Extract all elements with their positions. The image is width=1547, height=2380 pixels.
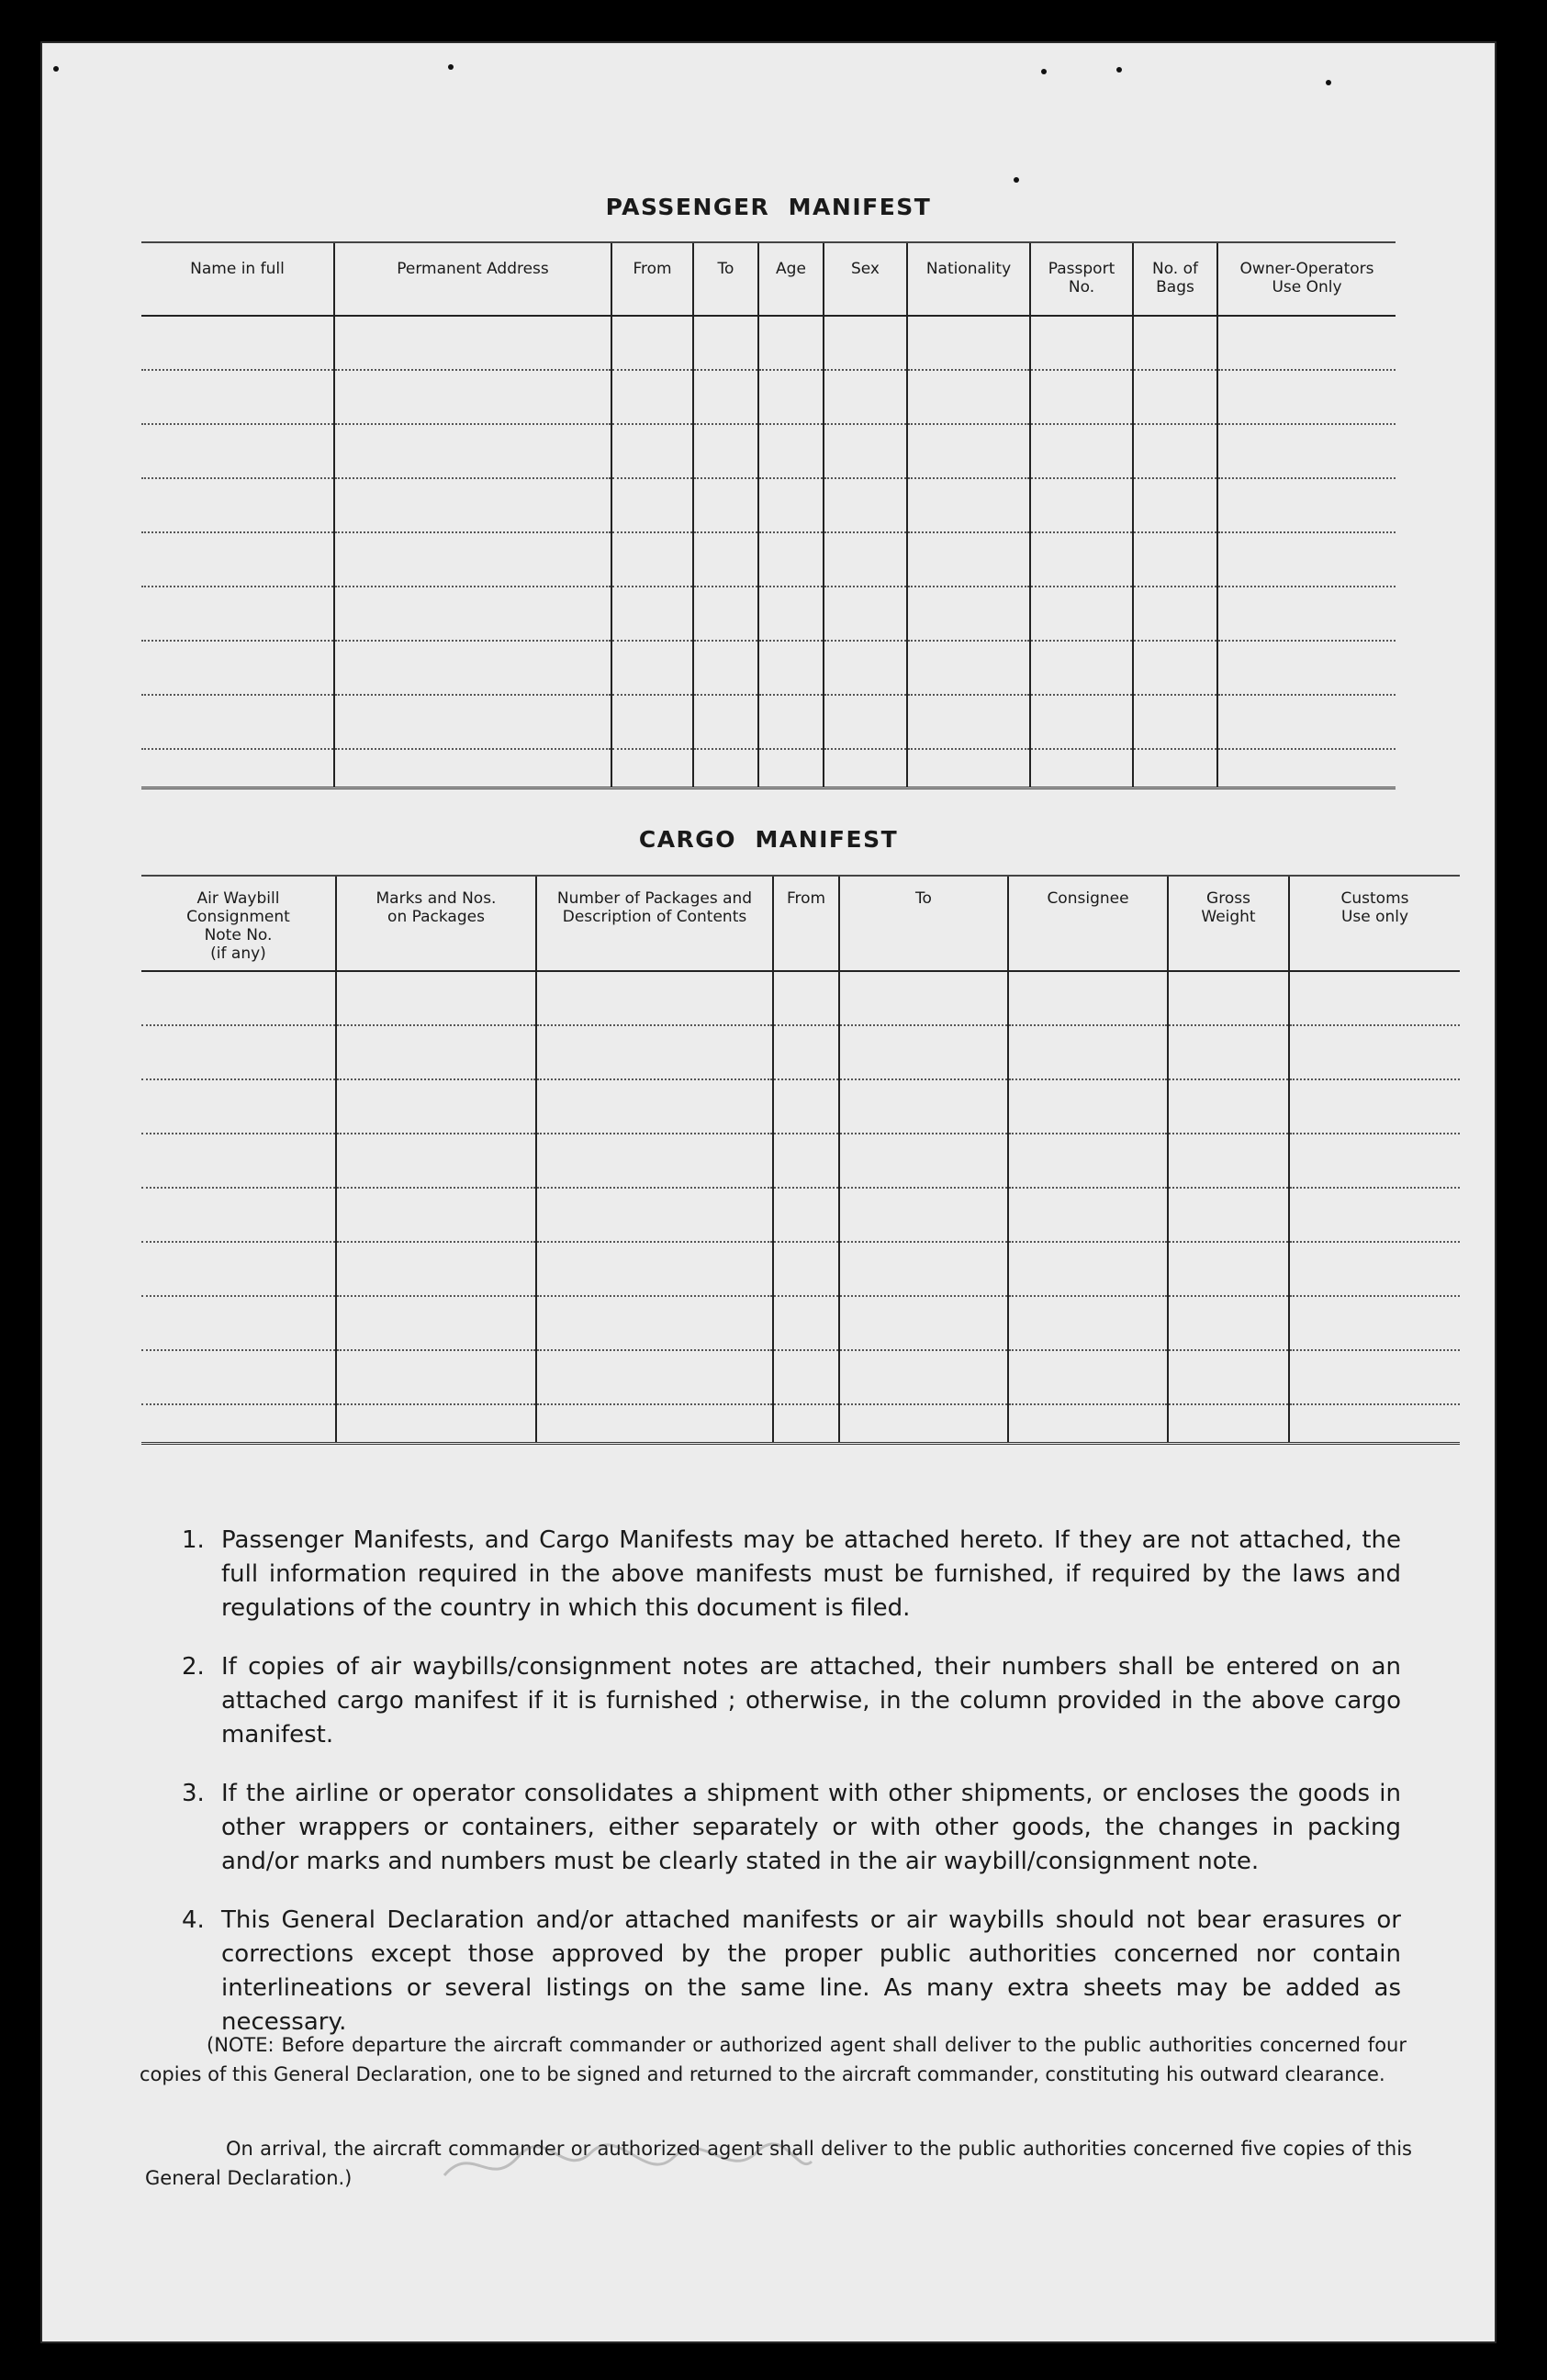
table-cell (536, 1296, 773, 1350)
table-cell (693, 424, 758, 478)
table-row (141, 695, 1396, 749)
table-cell (141, 478, 334, 532)
table-cell (907, 370, 1030, 424)
table-cell (1030, 316, 1133, 370)
instruction-text: If the airline or operator consolidates a shipment with other shipments, or encloses the goods in other wrappers or containers, either separately or with other goods, the changes in packing and/or marks and numbers must be clearly stated in the air waybill/consignment note. (221, 1780, 1401, 1875)
table-cell (141, 1404, 336, 1444)
table-cell (839, 1079, 1008, 1134)
table-cell (839, 1404, 1008, 1444)
table-cell (824, 316, 907, 370)
table-cell (336, 1350, 536, 1404)
cargo-manifest-table (141, 875, 1460, 1445)
table-cell (336, 1404, 536, 1444)
table-cell (824, 695, 907, 749)
table-cell (334, 641, 611, 695)
column-header-passport: Passport No. (1030, 242, 1133, 316)
table-cell (1289, 1188, 1460, 1242)
table-cell (1030, 424, 1133, 478)
table-cell (336, 971, 536, 1025)
table-cell (907, 478, 1030, 532)
table-cell (773, 1242, 839, 1296)
table-cell (1168, 1350, 1289, 1404)
table-cell (1133, 370, 1217, 424)
table-cell (334, 424, 611, 478)
table-cell (839, 1242, 1008, 1296)
table-cell (334, 695, 611, 749)
table-row (141, 1404, 1460, 1444)
table-cell (1008, 1134, 1168, 1188)
table-cell (536, 1350, 773, 1404)
table-cell (1008, 1242, 1168, 1296)
table-cell (1008, 1350, 1168, 1404)
table-cell (907, 749, 1030, 788)
table-cell (758, 478, 824, 532)
instruction-number: 2. (182, 1653, 205, 1681)
table-cell (141, 641, 334, 695)
table-cell (1133, 532, 1217, 587)
table-cell (773, 1188, 839, 1242)
table-cell (611, 478, 693, 532)
table-cell (1133, 587, 1217, 641)
table-cell (536, 971, 773, 1025)
table-cell (1030, 587, 1133, 641)
table-cell (907, 424, 1030, 478)
table-cell (1168, 1025, 1289, 1079)
column-header-name: Name in full (141, 242, 334, 316)
column-header-air-waybill: Air Waybill Consignment Note No. (if any) (141, 876, 336, 971)
ink-speck (53, 66, 59, 72)
table-cell (758, 370, 824, 424)
table-cell (1008, 1079, 1168, 1134)
table-cell (693, 532, 758, 587)
table-cell (758, 316, 824, 370)
table-cell (1168, 971, 1289, 1025)
table-cell (1168, 1404, 1289, 1444)
column-header-age: Age (758, 242, 824, 316)
column-header-consignee: Consignee (1008, 876, 1168, 971)
table-cell (773, 1025, 839, 1079)
table-cell (1217, 478, 1396, 532)
table-row (141, 971, 1460, 1025)
table-cell (141, 1296, 336, 1350)
table-cell (693, 695, 758, 749)
table-cell (1217, 749, 1396, 788)
ink-speck (448, 64, 454, 70)
table-row (141, 1079, 1460, 1134)
table-cell (1217, 424, 1396, 478)
ink-speck (1116, 67, 1122, 73)
table-cell (334, 587, 611, 641)
table-cell (611, 532, 693, 587)
table-row (141, 641, 1396, 695)
table-cell (141, 1242, 336, 1296)
table-cell (1133, 316, 1217, 370)
table-cell (773, 1134, 839, 1188)
table-cell (611, 587, 693, 641)
passenger-manifest-title: PASSENGER MANIFEST (605, 194, 932, 220)
table-row (141, 316, 1396, 370)
table-row (141, 749, 1396, 788)
table-cell (839, 1296, 1008, 1350)
instructions-list (134, 1524, 1401, 2064)
table-cell (1008, 971, 1168, 1025)
cargo-table-body (141, 971, 1460, 1444)
cargo-header-row (141, 876, 1460, 971)
table-cell (141, 695, 334, 749)
table-cell (693, 478, 758, 532)
table-cell (336, 1079, 536, 1134)
table-cell (758, 641, 824, 695)
table-cell (1133, 641, 1217, 695)
instruction-item (134, 1650, 1401, 1752)
table-cell (824, 749, 907, 788)
cargo-manifest-title: CARGO MANIFEST (638, 826, 899, 853)
passenger-table-body (141, 316, 1396, 788)
table-cell (1008, 1188, 1168, 1242)
table-cell (1289, 971, 1460, 1025)
table-cell (773, 1350, 839, 1404)
table-cell (141, 971, 336, 1025)
table-cell (334, 316, 611, 370)
table-cell (536, 1025, 773, 1079)
table-cell (773, 1296, 839, 1350)
table-cell (336, 1025, 536, 1079)
table-row (141, 1242, 1460, 1296)
table-cell (334, 370, 611, 424)
table-cell (824, 370, 907, 424)
table-cell (1289, 1296, 1460, 1350)
table-cell (141, 1025, 336, 1079)
table-cell (1030, 370, 1133, 424)
ink-speck (1041, 69, 1047, 74)
table-cell (1217, 641, 1396, 695)
table-cell (773, 1404, 839, 1444)
table-cell (824, 424, 907, 478)
table-cell (839, 1188, 1008, 1242)
table-cell (693, 587, 758, 641)
table-cell (758, 749, 824, 788)
column-header-address: Permanent Address (334, 242, 611, 316)
table-cell (336, 1188, 536, 1242)
table-cell (1133, 695, 1217, 749)
table-cell (1289, 1242, 1460, 1296)
table-cell (1168, 1134, 1289, 1188)
footnote-departure: (NOTE: Before departure the aircraft commander or authorized agent shall deliver to the public authorities concerned four copies of this General Declaration, one to be signed and returned to the aircraft commander, constituting his outward clearance. (140, 2034, 1407, 2085)
ink-speck (1326, 80, 1331, 85)
table-cell (1133, 424, 1217, 478)
instruction-number: 3. (182, 1780, 205, 1807)
column-header-to: To (693, 242, 758, 316)
table-cell (1008, 1025, 1168, 1079)
table-cell (536, 1134, 773, 1188)
table-cell (536, 1242, 773, 1296)
table-cell (611, 749, 693, 788)
table-row (141, 1134, 1460, 1188)
column-header-sex: Sex (824, 242, 907, 316)
column-header-packages: Number of Packages and Description of Contents (536, 876, 773, 971)
table-cell (141, 532, 334, 587)
table-cell (1217, 532, 1396, 587)
document-page (40, 41, 1497, 2343)
table-cell (1030, 641, 1133, 695)
instruction-text: This General Declaration and/or attached manifests or air waybills should not bear erasures or corrections except those approved by the proper public authorities concerned nor contain interlineations or several listings on the same line. As many extra sheets may be added as necessary. (221, 1906, 1401, 2036)
table-cell (141, 1134, 336, 1188)
table-cell (1133, 749, 1217, 788)
table-cell (334, 532, 611, 587)
table-cell (536, 1404, 773, 1444)
table-cell (693, 749, 758, 788)
table-cell (773, 1079, 839, 1134)
instruction-item (134, 1524, 1401, 1626)
table-cell (611, 316, 693, 370)
table-row (141, 1025, 1460, 1079)
table-cell (907, 532, 1030, 587)
table-cell (824, 532, 907, 587)
table-row (141, 1350, 1460, 1404)
table-cell (1168, 1242, 1289, 1296)
table-row (141, 370, 1396, 424)
table-cell (141, 587, 334, 641)
column-header-from: From (611, 242, 693, 316)
table-cell (824, 641, 907, 695)
table-row (141, 1296, 1460, 1350)
table-cell (141, 1188, 336, 1242)
table-cell (1168, 1188, 1289, 1242)
column-header-from: From (773, 876, 839, 971)
table-cell (1289, 1079, 1460, 1134)
table-cell (141, 424, 334, 478)
table-cell (141, 1079, 336, 1134)
table-cell (1289, 1025, 1460, 1079)
table-cell (773, 971, 839, 1025)
instruction-number: 4. (182, 1906, 205, 1934)
table-cell (1008, 1296, 1168, 1350)
instruction-item (134, 1777, 1401, 1879)
table-cell (1168, 1079, 1289, 1134)
table-cell (536, 1079, 773, 1134)
table-cell (839, 1134, 1008, 1188)
passenger-manifest-table (141, 241, 1396, 789)
table-cell (334, 749, 611, 788)
footnote-arrival: On arrival, the aircraft commander or authorized agent shall deliver to the public authorities concerned five copies of this General Declaration.) (145, 2138, 1412, 2189)
column-header-marks: Marks and Nos. on Packages (336, 876, 536, 971)
table-cell (693, 370, 758, 424)
table-cell (824, 478, 907, 532)
table-cell (758, 424, 824, 478)
table-cell (693, 641, 758, 695)
table-row (141, 478, 1396, 532)
table-cell (141, 316, 334, 370)
table-cell (536, 1188, 773, 1242)
instruction-text: If copies of air waybills/consignment notes are attached, their numbers shall be entered on an attached cargo manifest if it is furnished ; otherwise, in the column provided in the above cargo manifest. (221, 1653, 1401, 1749)
table-cell (1030, 532, 1133, 587)
table-cell (1133, 478, 1217, 532)
table-cell (1030, 478, 1133, 532)
table-cell (1217, 587, 1396, 641)
column-header-bags: No. of Bags (1133, 242, 1217, 316)
table-cell (839, 1350, 1008, 1404)
table-cell (1217, 370, 1396, 424)
table-cell (839, 971, 1008, 1025)
table-cell (758, 532, 824, 587)
table-cell (1217, 695, 1396, 749)
column-header-nationality: Nationality (907, 242, 1030, 316)
column-header-to: To (839, 876, 1008, 971)
table-cell (907, 316, 1030, 370)
instruction-text: Passenger Manifests, and Cargo Manifests may be attached hereto. If they are not attached, the full information required in the above manifests must be furnished, if required by the laws and regulations of the country in which this document is filed. (221, 1526, 1401, 1622)
table-cell (336, 1134, 536, 1188)
table-row (141, 1188, 1460, 1242)
table-cell (611, 695, 693, 749)
table-cell (1030, 695, 1133, 749)
table-cell (336, 1242, 536, 1296)
table-cell (824, 587, 907, 641)
table-cell (1217, 316, 1396, 370)
table-cell (141, 1350, 336, 1404)
table-cell (611, 370, 693, 424)
table-cell (141, 749, 334, 788)
table-row (141, 424, 1396, 478)
column-header-gross-weight: Gross Weight (1168, 876, 1289, 971)
table-cell (758, 695, 824, 749)
column-header-owner-operators: Owner-Operators Use Only (1217, 242, 1396, 316)
table-cell (1030, 749, 1133, 788)
table-cell (1289, 1404, 1460, 1444)
table-row (141, 532, 1396, 587)
table-cell (758, 587, 824, 641)
table-cell (907, 695, 1030, 749)
table-cell (1289, 1134, 1460, 1188)
table-cell (907, 641, 1030, 695)
instruction-number: 1. (182, 1526, 205, 1554)
ink-speck (1014, 177, 1019, 183)
passenger-header-row (141, 242, 1396, 316)
table-cell (1168, 1296, 1289, 1350)
faint-signature-image (435, 2125, 821, 2198)
table-cell (839, 1025, 1008, 1079)
table-cell (1289, 1350, 1460, 1404)
table-cell (907, 587, 1030, 641)
column-header-customs: Customs Use only (1289, 876, 1460, 971)
table-cell (141, 370, 334, 424)
table-cell (334, 478, 611, 532)
table-cell (1008, 1404, 1168, 1444)
table-cell (336, 1296, 536, 1350)
table-cell (611, 641, 693, 695)
table-cell (693, 316, 758, 370)
table-row (141, 587, 1396, 641)
table-cell (611, 424, 693, 478)
instruction-item (134, 1904, 1401, 2039)
